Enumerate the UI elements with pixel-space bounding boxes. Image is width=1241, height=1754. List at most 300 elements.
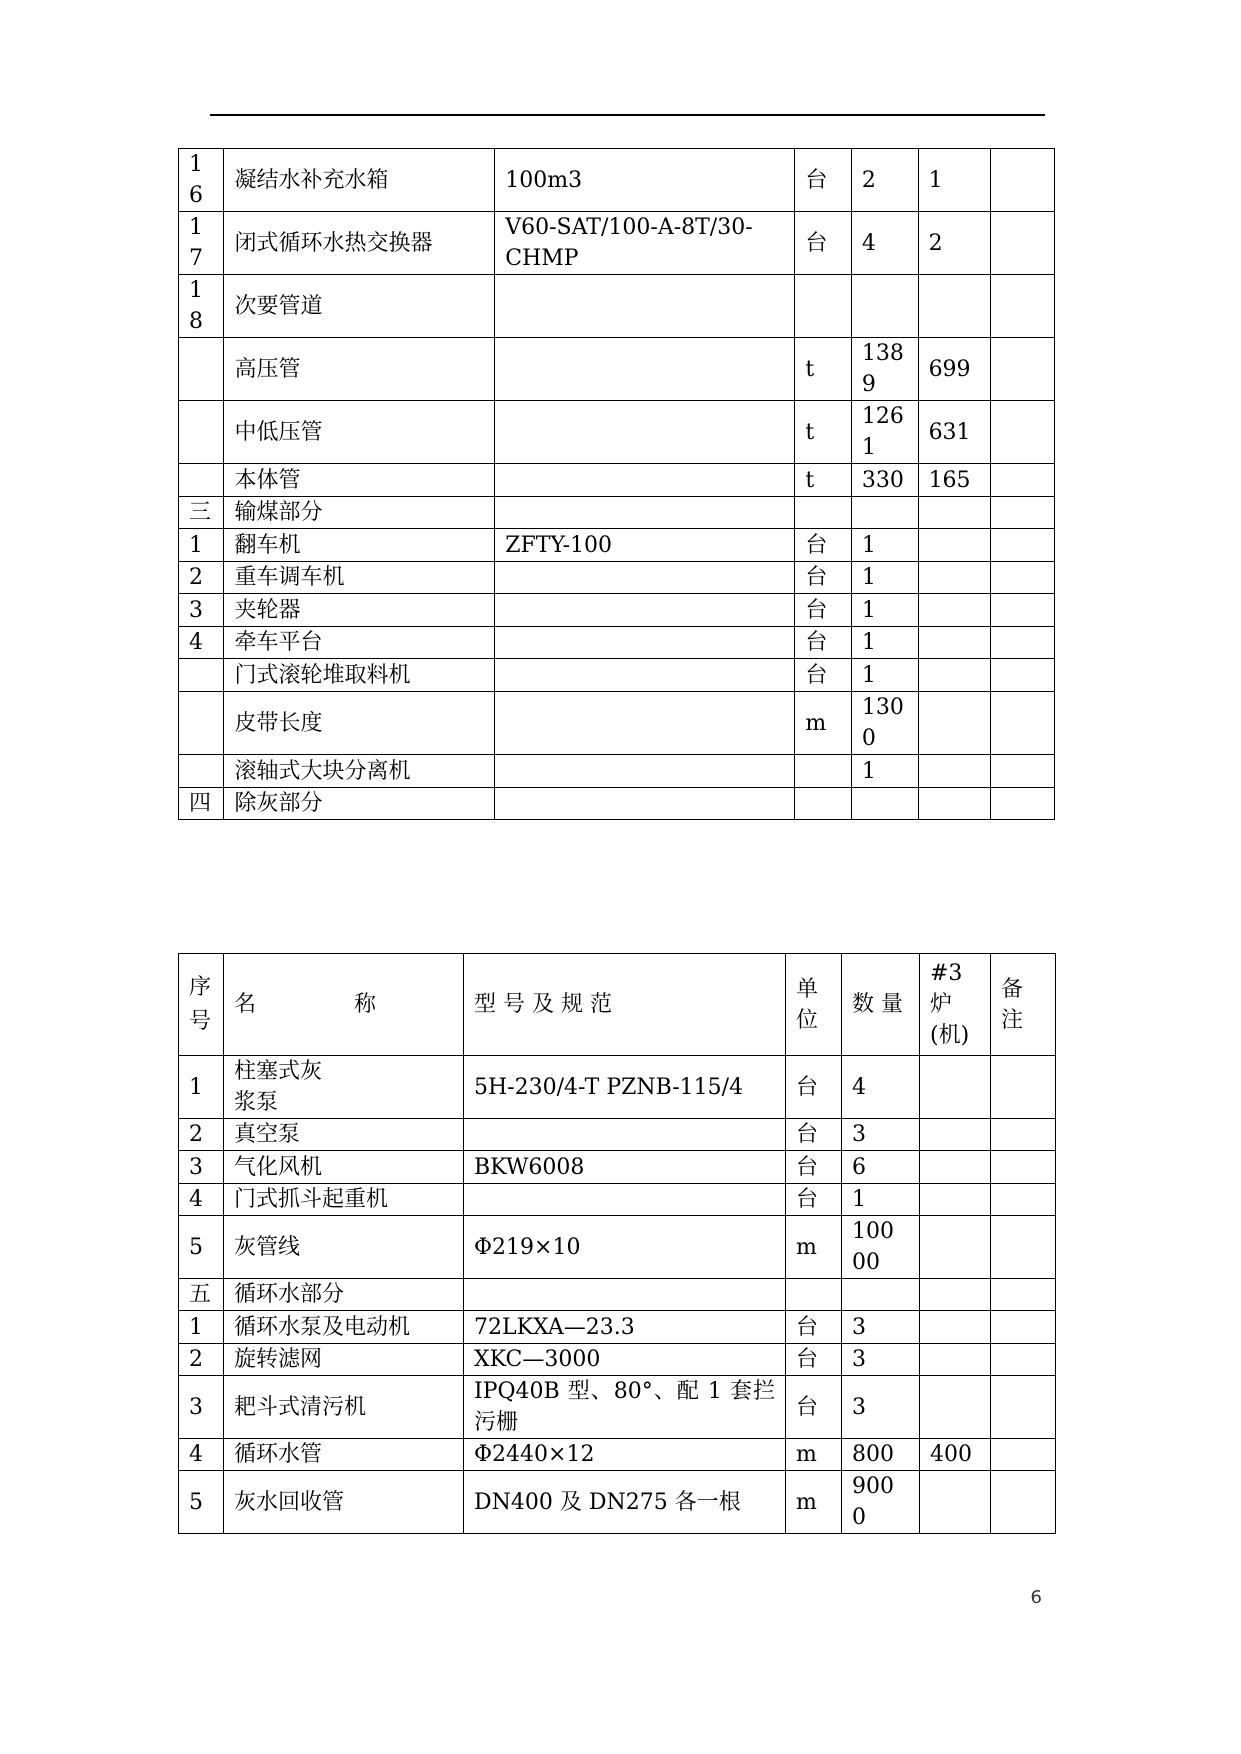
cell-no-text: 4 bbox=[189, 1187, 203, 1212]
cell-qty-text: 1 bbox=[861, 597, 876, 623]
cell-unit3 bbox=[920, 1056, 991, 1119]
cell-unit3 bbox=[920, 1311, 991, 1344]
cell-unit3 bbox=[920, 1376, 991, 1439]
cell-unit3 bbox=[918, 562, 991, 594]
cell-unit3 bbox=[918, 401, 991, 464]
cell-no-text: 2 bbox=[189, 1347, 203, 1372]
cell-no bbox=[179, 1184, 224, 1216]
cell-unit bbox=[795, 464, 852, 497]
cell-name-text: 门式抓斗起重机 bbox=[234, 1187, 389, 1212]
cell-spec bbox=[495, 755, 795, 788]
header-name bbox=[224, 954, 464, 1056]
header-unit3-text: #3炉(机) bbox=[930, 961, 970, 1048]
cell-qty-text: 1 bbox=[861, 565, 876, 590]
cell-spec-text: Φ2440×12 bbox=[474, 1442, 595, 1467]
cell-name bbox=[224, 497, 495, 529]
cell-spec bbox=[464, 1439, 786, 1471]
cell-qty bbox=[851, 497, 918, 529]
cell-unit-text: 台 bbox=[796, 1154, 819, 1180]
cell-note bbox=[991, 755, 1055, 788]
cell-no-text: 16 bbox=[189, 152, 203, 208]
cell-no bbox=[179, 1376, 224, 1439]
cell-note bbox=[991, 149, 1055, 212]
cell-note bbox=[991, 1344, 1056, 1376]
cell-spec bbox=[464, 1344, 786, 1376]
cell-note bbox=[991, 1439, 1056, 1471]
cell-no-text: 3 bbox=[189, 597, 203, 623]
cell-qty-text: 1 bbox=[861, 630, 876, 655]
cell-name-text: 重车调车机 bbox=[234, 565, 345, 590]
cell-no bbox=[179, 1439, 224, 1471]
cell-name bbox=[224, 1151, 464, 1184]
table-row bbox=[179, 692, 1055, 755]
cell-unit3 bbox=[918, 594, 991, 627]
cell-unit bbox=[795, 529, 852, 562]
cell-unit-text: 台 bbox=[805, 565, 828, 590]
cell-unit-text: 台 bbox=[805, 230, 828, 256]
cell-spec bbox=[464, 1311, 786, 1344]
cell-unit3-text: 165 bbox=[928, 467, 971, 493]
cell-unit-text: m bbox=[796, 1234, 817, 1260]
cell-spec bbox=[495, 659, 795, 692]
cell-qty-text: 330 bbox=[861, 467, 904, 493]
cell-name bbox=[224, 1216, 464, 1279]
cell-spec-text: ZFTY-100 bbox=[505, 532, 612, 558]
cell-name bbox=[224, 212, 495, 275]
cell-spec bbox=[495, 562, 795, 594]
cell-no bbox=[179, 275, 224, 338]
cell-unit-text: 台 bbox=[796, 1394, 819, 1420]
table-row bbox=[179, 755, 1055, 788]
cell-note bbox=[991, 788, 1055, 820]
cell-no bbox=[179, 659, 224, 692]
cell-qty bbox=[842, 1311, 920, 1344]
cell-no bbox=[179, 212, 224, 275]
table-row bbox=[179, 497, 1055, 529]
cell-unit-text: 台 bbox=[805, 532, 828, 558]
table-row bbox=[179, 627, 1055, 659]
cell-no-text: 3 bbox=[189, 1394, 203, 1420]
cell-no bbox=[179, 788, 224, 820]
page-number: 6 bbox=[1030, 1587, 1042, 1608]
cell-unit3 bbox=[918, 692, 991, 755]
cell-no-text: 三 bbox=[189, 500, 212, 525]
cell-unit3 bbox=[918, 338, 991, 401]
cell-no-text: 17 bbox=[189, 215, 203, 271]
cell-note bbox=[991, 1279, 1056, 1311]
cell-qty bbox=[842, 1216, 920, 1279]
cell-name-text: 真空泵 bbox=[234, 1122, 301, 1147]
cell-name bbox=[224, 275, 495, 338]
cell-spec bbox=[464, 1279, 786, 1311]
cell-name bbox=[224, 1279, 464, 1311]
cell-name bbox=[224, 149, 495, 212]
cell-spec bbox=[495, 338, 795, 401]
table-row bbox=[179, 1184, 1056, 1216]
cell-spec bbox=[495, 594, 795, 627]
cell-qty-text: 1 bbox=[852, 1187, 866, 1212]
cell-unit bbox=[786, 1471, 842, 1534]
header-note-text: 备注 bbox=[1001, 976, 1024, 1033]
cell-name bbox=[224, 529, 495, 562]
table-row bbox=[179, 1439, 1056, 1471]
table-row bbox=[179, 1344, 1056, 1376]
cell-name bbox=[224, 401, 495, 464]
cell-spec bbox=[464, 1056, 786, 1119]
cell-name bbox=[224, 755, 495, 788]
cell-name-text: 循环水管 bbox=[234, 1442, 323, 1467]
cell-unit bbox=[786, 1119, 842, 1151]
header-qty: 数 量 bbox=[842, 954, 920, 1056]
cell-unit bbox=[786, 1151, 842, 1184]
cell-name-text: 闭式循环水热交换器 bbox=[234, 230, 433, 256]
cell-name bbox=[224, 1311, 464, 1344]
cell-unit-text: 台 bbox=[805, 630, 828, 655]
cell-unit-text: m bbox=[796, 1489, 817, 1515]
cell-note bbox=[991, 1151, 1056, 1184]
cell-no bbox=[179, 338, 224, 401]
cell-unit3 bbox=[918, 149, 991, 212]
cell-qty bbox=[851, 755, 918, 788]
cell-unit bbox=[795, 692, 852, 755]
cell-unit3 bbox=[920, 1439, 991, 1471]
cell-spec bbox=[464, 1151, 786, 1184]
cell-unit bbox=[786, 1216, 842, 1279]
table-row bbox=[179, 529, 1055, 562]
cell-name-text: 气化风机 bbox=[234, 1154, 323, 1180]
cell-qty bbox=[842, 1439, 920, 1471]
cell-note bbox=[991, 692, 1055, 755]
cell-qty bbox=[851, 149, 918, 212]
cell-no-text: 1 bbox=[189, 1074, 203, 1100]
cell-name-text: 皮带长度 bbox=[234, 710, 323, 736]
cell-unit-text: t bbox=[805, 356, 815, 382]
cell-unit-text: 台 bbox=[796, 1122, 819, 1147]
cell-name bbox=[224, 1439, 464, 1471]
cell-name-text: 灰水回收管 bbox=[234, 1489, 345, 1515]
cell-note bbox=[991, 1216, 1056, 1279]
cell-name bbox=[224, 1184, 464, 1216]
cell-unit3-text: 699 bbox=[928, 356, 971, 382]
cell-unit-text: m bbox=[805, 710, 827, 736]
cell-qty bbox=[851, 627, 918, 659]
cell-qty-text: 10000 bbox=[852, 1219, 894, 1275]
cell-note bbox=[991, 1184, 1056, 1216]
cell-unit bbox=[786, 1439, 842, 1471]
cell-name bbox=[224, 1376, 464, 1439]
cell-unit3 bbox=[918, 529, 991, 562]
cell-name-text: 柱塞式灰浆泵 bbox=[234, 1059, 323, 1115]
cell-no bbox=[179, 464, 224, 497]
cell-qty-text: 1261 bbox=[861, 404, 904, 460]
cell-unit3 bbox=[920, 1471, 991, 1534]
cell-qty-text: 1 bbox=[861, 532, 876, 558]
cell-no-text: 3 bbox=[189, 1154, 203, 1180]
cell-unit bbox=[795, 401, 852, 464]
cell-note bbox=[991, 1471, 1056, 1534]
cell-unit3-text: 1 bbox=[928, 167, 943, 193]
cell-qty bbox=[851, 338, 918, 401]
cell-unit3-text: 400 bbox=[930, 1442, 972, 1467]
cell-name-text: 除灰部分 bbox=[234, 791, 323, 816]
cell-spec bbox=[464, 1216, 786, 1279]
cell-unit3 bbox=[918, 627, 991, 659]
cell-unit3 bbox=[920, 1216, 991, 1279]
cell-unit3-text: 2 bbox=[928, 230, 943, 256]
cell-unit3 bbox=[918, 275, 991, 338]
cell-spec bbox=[464, 1119, 786, 1151]
cell-unit3 bbox=[918, 659, 991, 692]
cell-note bbox=[991, 1376, 1056, 1439]
cell-qty-text: 4 bbox=[861, 230, 876, 256]
cell-qty bbox=[842, 1056, 920, 1119]
cell-qty bbox=[851, 464, 918, 497]
cell-name-text: 旋转滤网 bbox=[234, 1347, 323, 1372]
cell-spec bbox=[464, 1471, 786, 1534]
cell-unit-text: m bbox=[796, 1442, 817, 1467]
cell-qty-text: 3 bbox=[852, 1394, 866, 1420]
equipment-table bbox=[178, 953, 1056, 1534]
cell-spec-text: 5H-230/4-T PZNB-115/4 bbox=[474, 1074, 744, 1100]
cell-unit-text: 台 bbox=[796, 1074, 819, 1100]
cell-unit3-text: 631 bbox=[928, 419, 971, 445]
table-row bbox=[179, 1216, 1056, 1279]
header-unit bbox=[786, 954, 842, 1056]
cell-name-text: 高压管 bbox=[234, 356, 301, 382]
cell-no-text: 2 bbox=[189, 565, 203, 590]
cell-name bbox=[224, 1471, 464, 1534]
cell-qty-text: 1389 bbox=[861, 341, 904, 397]
cell-name-text: 次要管道 bbox=[234, 293, 323, 319]
cell-name-text: 凝结水补充水箱 bbox=[234, 167, 389, 193]
cell-unit3 bbox=[920, 1184, 991, 1216]
cell-no bbox=[179, 755, 224, 788]
cell-spec bbox=[464, 1184, 786, 1216]
cell-unit bbox=[795, 659, 852, 692]
cell-unit-text: 台 bbox=[796, 1187, 819, 1212]
header-unit3 bbox=[920, 954, 991, 1056]
cell-no bbox=[179, 1471, 224, 1534]
cell-unit bbox=[786, 1056, 842, 1119]
cell-qty-text: 3 bbox=[852, 1314, 866, 1340]
cell-unit bbox=[786, 1279, 842, 1311]
cell-no bbox=[179, 529, 224, 562]
cell-name-text: 门式滚轮堆取料机 bbox=[234, 662, 411, 688]
cell-unit3 bbox=[920, 1279, 991, 1311]
cell-unit bbox=[795, 338, 852, 401]
cell-unit-text: 台 bbox=[796, 1347, 819, 1372]
cell-no bbox=[179, 594, 224, 627]
cell-no bbox=[179, 627, 224, 659]
cell-qty bbox=[851, 212, 918, 275]
cell-spec-text: 100m3 bbox=[505, 167, 583, 193]
header-rule bbox=[210, 114, 1045, 116]
cell-spec bbox=[495, 275, 795, 338]
cell-note bbox=[991, 659, 1055, 692]
header-name-a: 名 bbox=[234, 992, 257, 1017]
cell-unit bbox=[786, 1311, 842, 1344]
cell-qty bbox=[851, 562, 918, 594]
table-row bbox=[179, 212, 1055, 275]
cell-no bbox=[179, 1344, 224, 1376]
cell-qty bbox=[851, 692, 918, 755]
cell-unit-text: t bbox=[805, 467, 815, 493]
cell-no-text: 1 bbox=[189, 1314, 203, 1340]
cell-unit bbox=[795, 788, 852, 820]
cell-qty-text: 6 bbox=[852, 1154, 866, 1180]
cell-qty-text: 800 bbox=[852, 1442, 894, 1467]
cell-name-text: 滚轴式大块分离机 bbox=[234, 758, 411, 784]
cell-unit bbox=[795, 149, 852, 212]
cell-qty-text: 1 bbox=[861, 662, 876, 688]
cell-qty bbox=[851, 788, 918, 820]
cell-spec bbox=[495, 401, 795, 464]
cell-no-text: 五 bbox=[189, 1282, 212, 1307]
cell-no-text: 18 bbox=[189, 278, 203, 334]
cell-qty bbox=[851, 401, 918, 464]
cell-name-text: 循环水泵及电动机 bbox=[234, 1314, 411, 1340]
header-spec: 型 号 及 规 范 bbox=[464, 954, 786, 1056]
equipment-table-continued bbox=[178, 148, 1055, 820]
cell-unit-text: 台 bbox=[805, 597, 828, 623]
cell-spec bbox=[495, 149, 795, 212]
cell-unit-text: 台 bbox=[805, 167, 828, 193]
cell-qty-text: 1 bbox=[861, 758, 876, 784]
cell-unit bbox=[795, 275, 852, 338]
cell-qty bbox=[851, 594, 918, 627]
table-row bbox=[179, 1376, 1056, 1439]
cell-name bbox=[224, 1119, 464, 1151]
cell-unit3 bbox=[918, 788, 991, 820]
cell-no-text: 5 bbox=[189, 1489, 203, 1515]
table-row bbox=[179, 562, 1055, 594]
cell-no bbox=[179, 1151, 224, 1184]
table-row bbox=[179, 1471, 1056, 1534]
cell-spec bbox=[495, 212, 795, 275]
cell-no bbox=[179, 1119, 224, 1151]
cell-spec-text: IPQ40B 型、80°、配 1 套拦污栅 bbox=[474, 1379, 775, 1435]
cell-qty bbox=[851, 275, 918, 338]
cell-no bbox=[179, 1311, 224, 1344]
cell-qty bbox=[842, 1151, 920, 1184]
table-row bbox=[179, 338, 1055, 401]
cell-unit bbox=[795, 497, 852, 529]
cell-note bbox=[991, 401, 1055, 464]
cell-unit3 bbox=[920, 1344, 991, 1376]
cell-unit3 bbox=[918, 212, 991, 275]
table-row bbox=[179, 659, 1055, 692]
cell-note bbox=[991, 562, 1055, 594]
cell-qty bbox=[851, 659, 918, 692]
table-row bbox=[179, 1119, 1056, 1151]
cell-note bbox=[991, 1119, 1056, 1151]
cell-spec bbox=[495, 529, 795, 562]
cell-name bbox=[224, 464, 495, 497]
cell-note bbox=[991, 212, 1055, 275]
cell-no bbox=[179, 1216, 224, 1279]
cell-name-text: 输煤部分 bbox=[234, 500, 323, 525]
cell-unit-text: 台 bbox=[796, 1314, 819, 1340]
cell-unit3 bbox=[920, 1151, 991, 1184]
cell-unit bbox=[795, 212, 852, 275]
table-row bbox=[179, 1151, 1056, 1184]
cell-spec-text: DN400 及 DN275 各一根 bbox=[474, 1489, 741, 1515]
cell-note bbox=[991, 529, 1055, 562]
table-row bbox=[179, 149, 1055, 212]
table-row bbox=[179, 464, 1055, 497]
cell-no-text: 5 bbox=[189, 1234, 203, 1260]
cell-qty-text: 9000 bbox=[852, 1474, 894, 1530]
cell-qty bbox=[842, 1119, 920, 1151]
cell-no bbox=[179, 497, 224, 529]
cell-qty bbox=[851, 529, 918, 562]
cell-spec bbox=[464, 1376, 786, 1439]
cell-no bbox=[179, 149, 224, 212]
cell-qty-text: 3 bbox=[852, 1122, 866, 1147]
cell-qty-text: 2 bbox=[861, 167, 876, 193]
cell-note bbox=[991, 497, 1055, 529]
cell-unit bbox=[786, 1184, 842, 1216]
cell-name-text: 耙斗式清污机 bbox=[234, 1394, 367, 1420]
cell-qty bbox=[842, 1279, 920, 1311]
cell-no bbox=[179, 692, 224, 755]
cell-name bbox=[224, 1344, 464, 1376]
cell-no bbox=[179, 1056, 224, 1119]
cell-unit3 bbox=[918, 464, 991, 497]
cell-qty-text: 3 bbox=[852, 1347, 866, 1372]
cell-qty-text: 1300 bbox=[861, 695, 904, 751]
cell-name bbox=[224, 1056, 464, 1119]
table-row bbox=[179, 1311, 1056, 1344]
cell-no-text: 4 bbox=[189, 1442, 203, 1467]
cell-spec bbox=[495, 627, 795, 659]
cell-note bbox=[991, 1056, 1056, 1119]
cell-no-text: 四 bbox=[189, 791, 212, 816]
cell-no-text: 2 bbox=[189, 1122, 203, 1147]
cell-unit3 bbox=[918, 755, 991, 788]
cell-qty bbox=[842, 1376, 920, 1439]
cell-unit bbox=[795, 627, 852, 659]
cell-unit3 bbox=[920, 1119, 991, 1151]
table-row bbox=[179, 594, 1055, 627]
cell-name-text: 本体管 bbox=[234, 467, 301, 493]
cell-name bbox=[224, 562, 495, 594]
cell-unit bbox=[795, 594, 852, 627]
cell-qty-text: 4 bbox=[852, 1074, 866, 1100]
cell-spec bbox=[495, 464, 795, 497]
cell-unit bbox=[795, 562, 852, 594]
cell-no-text: 1 bbox=[189, 532, 203, 558]
equipment-table-continued-body bbox=[179, 149, 1055, 820]
cell-qty bbox=[842, 1344, 920, 1376]
cell-name-text: 灰管线 bbox=[234, 1234, 301, 1260]
table-row bbox=[179, 1056, 1056, 1119]
header-name-b: 称 bbox=[354, 992, 377, 1017]
cell-name-text: 翻车机 bbox=[234, 532, 301, 558]
cell-no-text: 4 bbox=[189, 630, 203, 655]
cell-spec-text: 72LKXA—23.3 bbox=[474, 1314, 635, 1340]
cell-name bbox=[224, 594, 495, 627]
table-row bbox=[179, 1279, 1056, 1311]
cell-unit-text: 台 bbox=[805, 662, 828, 688]
cell-no bbox=[179, 1279, 224, 1311]
cell-name bbox=[224, 627, 495, 659]
cell-name bbox=[224, 692, 495, 755]
cell-name-text: 牵车平台 bbox=[234, 630, 323, 655]
cell-unit bbox=[795, 755, 852, 788]
cell-spec bbox=[495, 692, 795, 755]
cell-unit bbox=[786, 1344, 842, 1376]
